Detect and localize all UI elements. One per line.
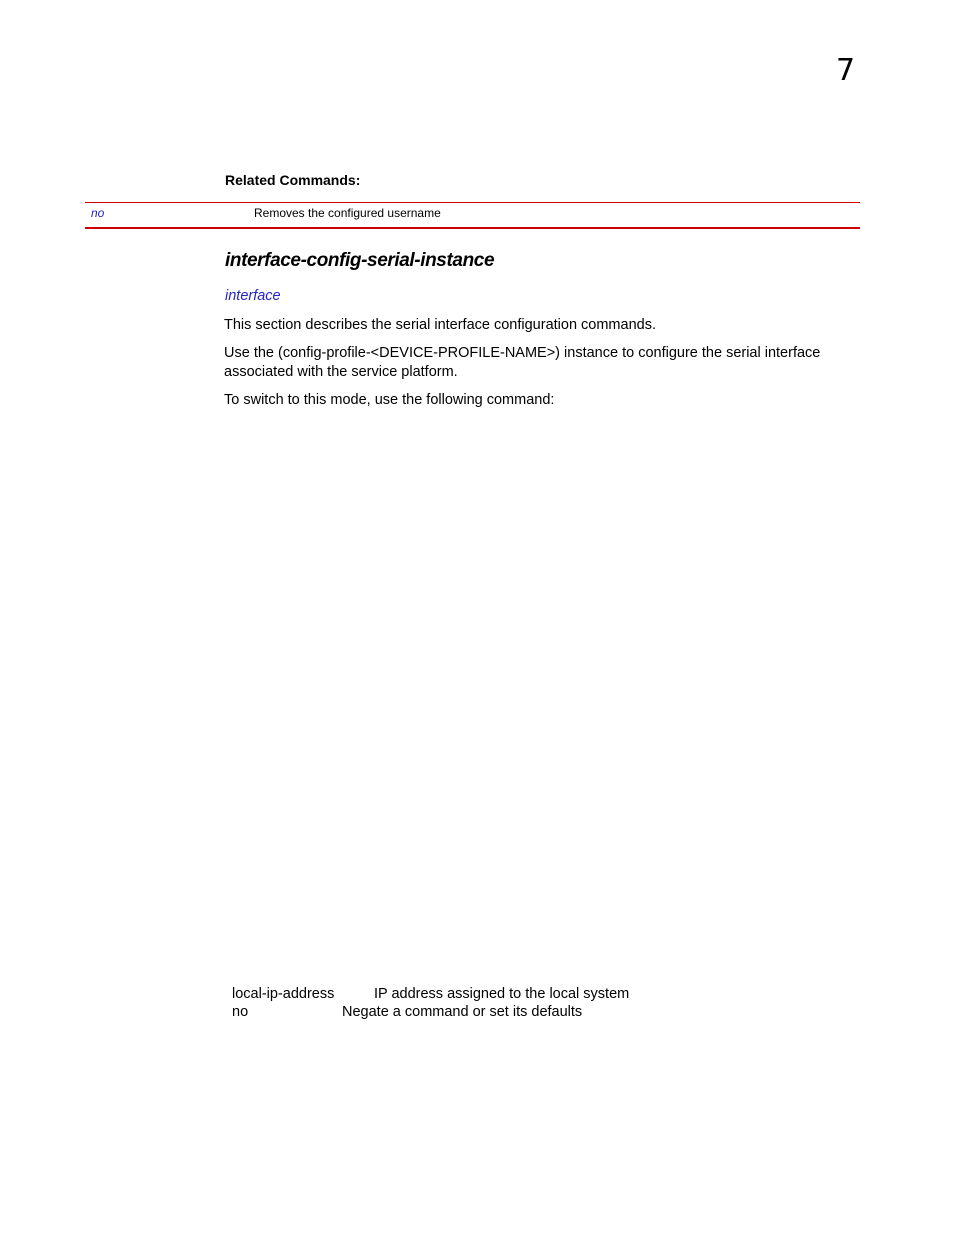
related-commands-row [85,205,860,225]
option-name: local-ip-address [232,986,335,1002]
option-description: IP address assigned to the local system [374,986,630,1002]
option-description: Negate a command or set its defaults [342,1004,583,1020]
related-command-link-no[interactable]: no [91,206,105,220]
instance-paragraph: Use the (config-profile-<DEVICE-PROFILE-NAME>) instance to configure the serial interface associated with the service platform. [224,345,821,380]
option-name: no [232,1004,249,1020]
parent-command-link[interactable]: interface [225,288,281,304]
command-option-row [232,985,630,1003]
related-commands-label: Related Commands: [225,172,361,188]
intro-paragraph: This section describes the serial interface configuration commands. [224,317,656,333]
switch-mode-paragraph: To switch to this mode, use the following command: [224,392,555,408]
chapter-number: 7 [836,53,856,88]
section-heading: interface-config-serial-instance [225,250,495,271]
table-top-rule [85,202,860,203]
table-bottom-rule [85,227,860,229]
command-option-row [232,1003,583,1021]
related-command-description: Removes the configured username [254,206,441,220]
